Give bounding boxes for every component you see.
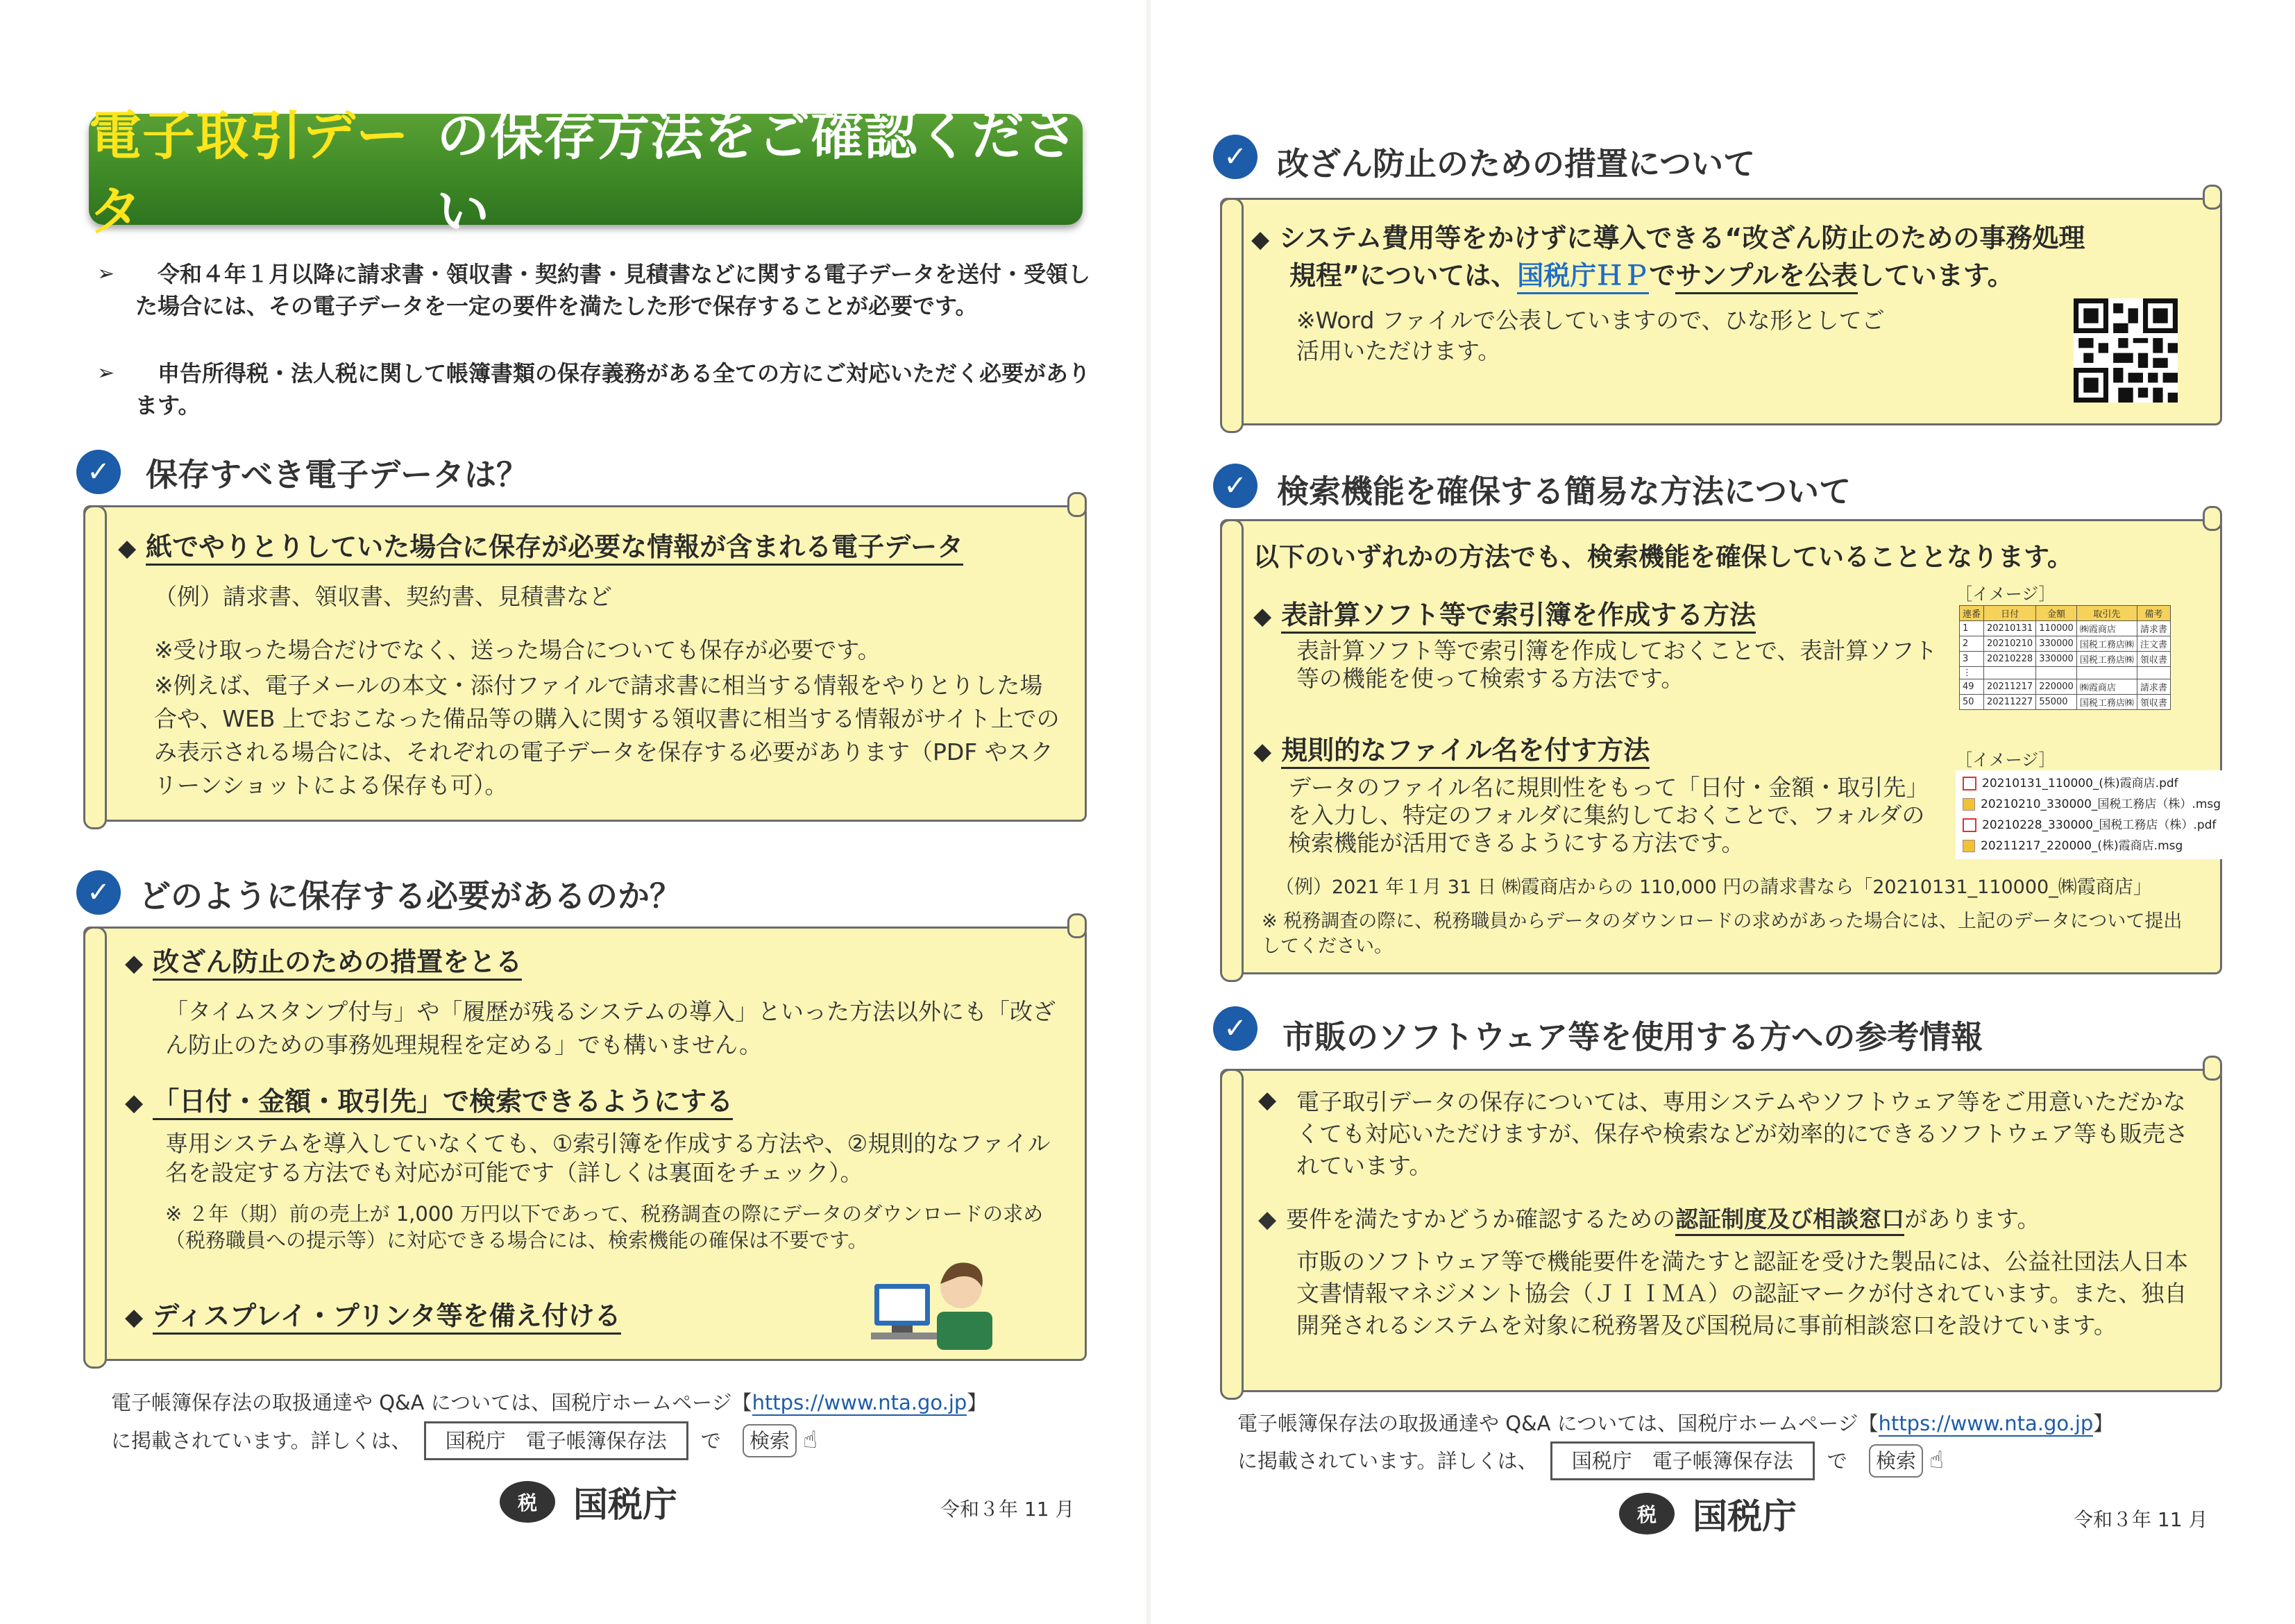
table-cell: 領収書 [2137,652,2170,667]
body-text: 市販のソフトウェア等で機能要件を満たすと認証を受けた製品には、公益社団法人日本文書情報マネジメント協会（ＪＩＩＭＡ）の認証マークが付されています。また、独自開発されるシステムを対象に税務署及び国税局に事前相談窓口を設けています。 [1296,1248,2189,1339]
intro-text: 申告所得税・法人税に関して帳簿書類の保存義務がある全ての方にご対応いただく必要があります。 [135,360,1091,418]
table-cell: 20210228 [1984,652,2036,667]
body-text: 専用システムを導入していなくても、①索引簿を作成する方法や、②規則的なファイル名を設定する方法でも対応が可能です（詳しくは裏面をチェック）。 [165,1130,1051,1186]
table-cell [2036,667,2077,679]
search-button[interactable]: 検索 [1869,1444,1923,1478]
diamond-icon: ◆ [1253,602,1272,630]
bullet-text: ディスプレイ・プリンタ等を備え付ける [153,1301,621,1335]
table-cell: 請求書 [2137,679,2170,695]
diamond-icon: ◆ [125,949,144,977]
pointer-cursor-icon: ☝ [1929,1446,1944,1474]
note-text: ※ 税務調査の際に、税務職員からデータのダウンロードの求めがあった場合には、上記のデータについて提出してください。 [1262,911,2183,957]
table-cell: 3 [1960,652,1984,667]
table-row [1960,636,2171,652]
body-text: 表計算ソフト等で索引簿を作成しておくことで、表計算ソフト等の機能を使って検索する方法です。 [1296,637,1938,692]
diamond-icon: ◆ [118,534,137,562]
qr-code-image [2074,298,2178,403]
table-cell: 49 [1960,679,1984,695]
diamond-icon: ◆ [1253,738,1272,766]
person-computer-illustration [871,1256,996,1353]
nta-logo [500,1477,677,1527]
bullet-heading [125,1080,733,1118]
example-text: （例）2021 年１月 31 日 ㈱霞商店からの 110,000 円の請求書なら「20210131_110000_㈱霞商店」 [1276,877,2152,898]
diamond-icon: ◆ [1251,226,1270,253]
table-row [1960,679,2171,695]
bullet-text: しています。 [1857,260,2014,291]
bullet-text: があります。 [1904,1206,2040,1233]
note-text: ※Word ファイルで公表していますので、ひな形としてご活用いただけます。 [1296,307,1885,364]
table-header: 金額 [2036,606,2077,621]
search-button[interactable]: 検索 [743,1424,797,1457]
pointer-cursor-icon: ☝ [803,1426,818,1454]
intro-item [97,357,1093,421]
search-term-box[interactable]: 国税庁 電子帳簿保存法 [424,1421,688,1460]
body-text: データのファイル名に規則性をもって「日付・金額・取引先」を入力し、特定のフォルダに集約しておくことで、フォルダの検索機能が活用できるようにする方法です。 [1288,774,1929,856]
right-page [1151,0,2295,1624]
footer-text: 電子帳簿保存法の取扱通達や Q&A については、国税庁ホームページ【 [1237,1412,1879,1435]
tax-seal-icon: 税 [1619,1493,1675,1534]
table-cell: ㈱霞商店 [2076,679,2137,695]
diamond-icon: ◆ [125,1089,144,1117]
footer-text: 】 [2093,1412,2114,1435]
table-row [1960,667,2171,679]
file-list [1956,770,2228,859]
bullet-text: システム費用等をかけずに導入できる“改ざん防止のための事務処理 [1279,223,2085,253]
bullet-heading [1253,593,1756,632]
file-item [1963,773,2221,794]
pdf-file-icon [1963,818,1976,832]
section-heading: 改ざん防止のための措置について [1277,145,1756,183]
index-table [1959,605,2171,710]
footer-line1 [1237,1407,2113,1440]
table-cell: 110000 [2036,621,2077,636]
file-name: 20210210_330000_国税工務店（株）.msg [1981,797,2221,811]
footer-text: に掲載されています。詳しくは、 [1237,1449,1538,1473]
diamond-icon: ◆ [1258,1206,1277,1233]
logo-name: 国税庁 [1693,1496,1797,1537]
file-item [1963,794,2221,815]
table-header: 備考 [2137,606,2170,621]
intro-text: 令和４年１月以降に請求書・領収書・契約書・見積書などに関する電子データを送付・受領した場合には、その電子データを一定の要件を満たした形で保存することが必要です。 [135,261,1091,319]
note-text: ※例えば、電子メールの本文・添付ファイルで請求書に相当する情報をやりとりした場合や、WEB 上でおこなった備品等の購入に関する領収書に相当する情報がサイト上でのみ表示される場合には、それぞれの電子データを保存する必要があります（PDF やスクリーンショットによる保存も可）。 [154,672,1060,799]
file-item [1963,836,2221,856]
diamond-icon: ◆ [1258,1086,1277,1114]
table-header: 取引先 [2076,606,2137,621]
check-icon: ✓ [1213,1006,1257,1051]
table-cell: 330000 [2036,652,2077,667]
tax-seal-icon: 税 [500,1481,555,1523]
table-cell: 220000 [2036,679,2077,695]
table-row [1960,652,2171,667]
nta-url-link[interactable]: https://www.nta.go.jp [1878,1412,2094,1435]
title-banner [89,105,1083,242]
pdf-file-icon [1963,777,1976,790]
bullet-text: で [1649,260,1676,291]
table-cell: 領収書 [2137,695,2170,710]
check-icon: ✓ [76,870,121,915]
issue-date: 令和３年 11 月 [2074,1508,2208,1531]
lead-text: 以下のいずれかの方法でも、検索機能を確保していることとなります。 [1253,542,2074,572]
bullet-text: 「日付・金額・取引先」で検索できるようにする [153,1086,733,1120]
table-row [1960,695,2171,710]
image-label: ［イメージ］ [1956,584,2056,604]
example-text: （例）請求書、領収書、契約書、見積書など [154,583,612,610]
logo-name: 国税庁 [573,1485,677,1525]
table-header: 日付 [1984,606,2036,621]
footer-text: 】 [967,1391,988,1414]
file-name: 20211217_220000_(株)霞商店.msg [1981,839,2183,853]
bullet-text: 規則的なファイル名を付す方法 [1281,735,1650,769]
table-cell: 20210131 [1984,621,2036,636]
table-cell [2137,667,2170,679]
diamond-icon: ◆ [125,1303,144,1331]
banner-rest: の保存方法をご確認ください [437,105,1078,242]
table-cell: 50 [1960,695,1984,710]
table-cell: ⋮ [1960,667,1984,679]
bullet-text: 紙でやりとりしていた場合に保存が必要な情報が含まれる電子データ [146,532,963,566]
footer-text: に掲載されています。詳しくは、 [111,1429,412,1453]
bullet-text: サンプルを公表 [1675,260,1858,294]
bullet-text: 認証制度及び相談窓口 [1675,1206,1904,1236]
table-cell: 請求書 [2137,621,2170,636]
footer-line2 [111,1421,818,1460]
footer-text: で [1827,1449,1847,1473]
bullet-heading [118,525,963,564]
bullet-text: 規程”については、 [1289,260,1518,291]
bullet-heading [125,940,522,979]
mail-file-icon [1963,798,1975,811]
search-term-box[interactable]: 国税庁 電子帳簿保存法 [1550,1441,1815,1480]
table-cell: 20211217 [1984,679,2036,695]
bullet-text: 要件を満たすかどうか確認するための [1286,1206,1676,1233]
bullet-heading [1251,217,2085,255]
table-cell: 1 [1960,621,1984,636]
table-cell: 国税工務店㈱ [2076,652,2137,667]
note-text: ※受け取った場合だけでなく、送った場合についても保存が必要です。 [154,636,881,663]
arrow-icon: ➢ [97,361,115,385]
check-icon: ✓ [76,450,121,494]
table-cell: 注文書 [2137,636,2170,652]
bullet-heading [1258,1204,2040,1235]
section-heading: どのように保存する必要があるのか？ [139,877,681,915]
table-cell: 20210210 [1984,636,2036,652]
table-header-row [1960,606,2171,621]
nta-logo [1619,1489,1797,1539]
table-cell: 20211227 [1984,695,2036,710]
table-cell [2076,667,2137,679]
nta-url-link[interactable]: https://www.nta.go.jp [752,1391,967,1414]
image-label: ［イメージ］ [1956,750,2056,770]
section-heading: 検索機能を確保する簡易な方法について [1277,473,1852,510]
bullet-heading [125,1294,621,1333]
file-item [1963,815,2221,836]
footer-line1 [111,1386,987,1419]
bullet-heading [1253,729,1650,767]
table-cell: 330000 [2036,636,2077,652]
footer-text: 電子帳簿保存法の取扱通達や Q&A については、国税庁ホームページ【 [111,1391,752,1414]
left-page [0,0,1146,1624]
intro-item [97,258,1093,322]
bullet-heading-cont [1289,254,2014,292]
bullet-text: 表計算ソフト等で索引簿を作成する方法 [1281,600,1756,634]
mail-file-icon [1963,840,1975,852]
nta-hp-link[interactable]: 国税庁ＨＰ [1517,260,1649,294]
banner-highlight: 電子取引データ [89,105,409,242]
note-text: ※ ２年（期）前の売上が 1,000 万円以下であって、税務調査の際にデータのダウンロードの求め（税務職員への提示等）に対応できる場合には、検索機能の確保は不要です。 [165,1202,1044,1252]
table-row [1960,621,2171,636]
table-cell: 2 [1960,636,1984,652]
footer-text: で [700,1429,721,1453]
file-name: 20210131_110000_(株)霞商店.pdf [1982,777,2178,790]
footer-line2 [1237,1441,1944,1480]
check-icon: ✓ [1213,135,1257,179]
table-cell: 国税工務店㈱ [2076,636,2137,652]
body-text: 「タイムスタンプ付与」や「履歴が残るシステムの導入」といった方法以外にも「改ざん防止のための事務処理規程を定める」でも構いません。 [165,998,1056,1058]
issue-date: 令和３年 11 月 [940,1498,1075,1521]
section-heading: 市販のソフトウェア等を使用する方への参考情報 [1282,1018,1983,1056]
table-cell: 55000 [2036,695,2077,710]
section-heading: 保存すべき電子データは？ [146,456,529,493]
body-text: 電子取引データの保存については、専用システムやソフトウェア等をご用意いただかなくても対応いただけますが、保存や検索などが効率的にできるソフトウェア等も販売されています。 [1296,1088,2189,1179]
check-icon: ✓ [1213,464,1257,508]
table-cell [1984,667,2036,679]
arrow-icon: ➢ [97,262,115,286]
table-cell: 国税工務店㈱ [2076,695,2137,710]
table-header: 連番 [1960,606,1984,621]
file-name: 20210228_330000_国税工務店（株）.pdf [1982,818,2217,832]
table-cell: ㈱霞商店 [2076,621,2137,636]
bullet-text: 改ざん防止のための措置をとる [153,947,522,981]
